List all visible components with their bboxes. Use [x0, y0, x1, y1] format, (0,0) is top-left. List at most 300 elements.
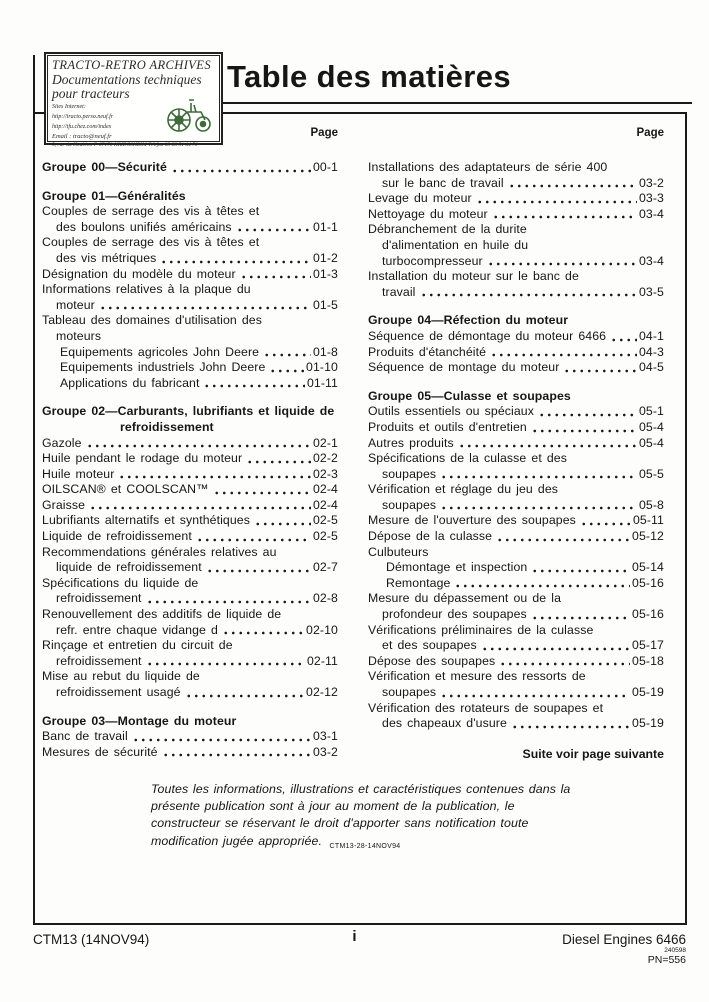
page-number: 02-10 [306, 622, 338, 637]
toc-entry-text: Mesures de sécurité [42, 744, 158, 759]
toc-line [42, 313, 338, 329]
dot-leader [531, 607, 630, 623]
toc-entry [368, 560, 664, 576]
toc-entry [368, 329, 664, 345]
toc-line [368, 285, 664, 301]
toc-entry-text: refr. entre chaque vidange d [56, 622, 218, 637]
toc-line [42, 220, 338, 236]
toc-entry-text: des chapeaux d'usure [382, 716, 507, 731]
toc-line [42, 576, 338, 592]
page-column-header-right: Page [636, 127, 664, 139]
toc-entry-text: refroidissement usagé [56, 685, 181, 699]
toc-line [42, 560, 338, 576]
toc-entry-text: Séquence de démontage du moteur 6466 [368, 328, 607, 343]
dot-leader [440, 467, 637, 483]
toc-section-heading [368, 313, 664, 329]
toc-entry [368, 451, 664, 482]
stamp-sites-label: Sites Internet: [52, 104, 86, 110]
toc-entry-text: des boulons unifiés américains [56, 219, 232, 234]
dot-leader [538, 404, 637, 420]
dot-leader [499, 654, 630, 670]
toc-entry-text: Lubrifiants alternatifs et synthétiques [42, 513, 250, 528]
toc-entry-text: Mise au rebut du liquide de [42, 669, 200, 684]
dot-leader [481, 638, 630, 654]
section-gap [368, 376, 664, 389]
toc-line [368, 591, 664, 607]
toc-line [42, 498, 338, 514]
toc-line [42, 436, 338, 452]
toc-entry-text: Démontage et inspection [386, 560, 528, 575]
dot-leader [440, 685, 630, 701]
stamp-subtitle-line1: Documentations techniques [52, 72, 202, 87]
toc-entry [42, 235, 338, 266]
toc-entry [368, 420, 664, 436]
page-column-header-left: Page [310, 127, 338, 139]
section-gap [42, 391, 338, 404]
dot-leader [146, 591, 311, 607]
page-number: 01-11 [306, 375, 338, 390]
page-number: 05-12 [632, 529, 664, 544]
toc-entry [42, 576, 338, 607]
toc-line [368, 160, 664, 176]
toc-section-heading [42, 404, 338, 435]
toc-entry-text: Spécifications du liquide de [42, 575, 199, 590]
toc-column-left [42, 127, 338, 760]
toc-entry [368, 654, 664, 670]
toc-line [42, 204, 338, 220]
toc-line [368, 560, 664, 576]
toc-entry-text: Installations des adaptateurs de série 400 [368, 160, 608, 174]
toc-line [368, 420, 664, 436]
toc-line [368, 654, 664, 670]
page-number: 05-19 [632, 716, 664, 731]
toc-line [368, 176, 664, 192]
page-number: 04-5 [638, 360, 664, 375]
stamp-address: 5, rue du Houblon F-67170 KRIEGSHEIM Tél/fax 03 88 51 44 70 [52, 142, 198, 148]
toc-entry-text: Autres produits [368, 435, 454, 450]
page-number: 03-2 [638, 175, 664, 190]
toc-entry [368, 269, 664, 300]
toc-entry [368, 222, 664, 269]
dot-leader [508, 176, 637, 192]
toc-section-heading [42, 189, 338, 205]
dot-leader [99, 298, 311, 314]
toc-entry-text: Levage du moteur [368, 191, 472, 206]
toc-entry [368, 360, 664, 376]
page-number: 05-16 [632, 607, 664, 622]
page-number: 01-5 [312, 297, 338, 312]
toc-line [368, 685, 664, 701]
toc-line [42, 607, 338, 623]
toc-entry-text: turbocompresseur [382, 253, 483, 268]
toc-line [42, 235, 338, 251]
toc-line [368, 222, 664, 238]
page-number: 04-1 [638, 328, 664, 343]
toc-entry-text: soupapes [382, 466, 437, 481]
toc-line [368, 701, 664, 717]
page-number: 05-4 [638, 435, 664, 450]
toc-entry-text: Applications du fabricant [60, 375, 200, 390]
toc-entry [42, 607, 338, 638]
dot-leader [222, 623, 304, 639]
page-number: 02-12 [306, 685, 338, 699]
toc-entry [42, 451, 338, 467]
toc-column-right [368, 127, 664, 761]
toc-line [42, 669, 338, 685]
toc-line [368, 513, 664, 529]
toc-entry-text: Nettoyage du moteur [368, 206, 488, 221]
toc-entry-text: Séquence de montage du moteur [368, 360, 560, 375]
page-number: 01-1 [312, 219, 338, 234]
toc-entry [42, 745, 338, 761]
toc-entry [42, 313, 338, 344]
toc-entry-text: moteurs [56, 328, 102, 343]
toc-entry-text: Groupe 04—Réfection du moteur [368, 313, 569, 328]
toc-line [368, 207, 664, 223]
dot-leader [254, 513, 311, 529]
section-gap [42, 176, 338, 189]
continuation-note: Suite voir page suivante [522, 746, 664, 761]
dot-leader [185, 685, 304, 701]
toc-line [42, 298, 338, 314]
section-gap [42, 701, 338, 714]
toc-line [42, 329, 338, 345]
dot-leader [458, 436, 637, 452]
toc-line [368, 669, 664, 685]
toc-entry [42, 513, 338, 529]
toc-entry [42, 498, 338, 514]
page-number: 05-16 [632, 575, 664, 590]
toc-entry-text: Produits d'étanchéité [368, 344, 487, 359]
toc-entry [368, 545, 664, 561]
dot-leader [236, 220, 311, 236]
page-number: 02-11 [306, 653, 338, 668]
dot-leader [454, 576, 630, 592]
dot-leader [496, 529, 630, 545]
page-number: 01-8 [312, 344, 338, 359]
toc-entry [42, 529, 338, 545]
toc-entry [42, 545, 338, 576]
toc-entry-text: Débranchement de la durite [368, 222, 527, 237]
toc-entry-text: Culbuteurs [368, 544, 429, 559]
toc-line [42, 591, 338, 607]
toc-line [42, 623, 338, 639]
dot-leader [246, 451, 311, 467]
toc-line [42, 745, 338, 761]
toc-list-right [368, 160, 664, 732]
toc-line [42, 189, 338, 205]
toc-entry-text: Produits et outils d'entretien [368, 419, 527, 434]
page-number: 05-17 [632, 638, 664, 653]
dot-leader [160, 251, 311, 267]
page-title: Table des matières [227, 59, 512, 94]
toc-line [368, 238, 664, 254]
toc-line [42, 654, 338, 670]
toc-entry-text: Tableau des domaines d'utilisation des [42, 313, 262, 328]
toc-line [368, 576, 664, 592]
toc-entry [368, 207, 664, 223]
dot-leader [206, 560, 311, 576]
frame-left-extension [33, 55, 35, 115]
toc-entry-text: Rinçage et entretien du circuit de [42, 638, 233, 653]
dot-leader [269, 360, 304, 376]
toc-entry-text: refroidissement [120, 419, 214, 434]
toc-entry [368, 591, 664, 622]
stamp-site-url-1: http://tracto.perso.neuf.fr [52, 114, 114, 120]
toc-entry-text: travail [382, 284, 416, 299]
page-number: 03-5 [638, 284, 664, 299]
dot-leader [203, 376, 304, 392]
footer-pn: PN=556 [647, 954, 686, 966]
toc-entry-text: soupapes [382, 685, 437, 699]
toc-entry [368, 701, 664, 732]
toc-line [368, 607, 664, 623]
dot-leader [146, 654, 305, 670]
toc-entry-text: Groupe 01—Généralités [42, 188, 186, 203]
toc-entry-text: Vérification des rotateurs de soupapes et [368, 700, 604, 715]
page-number: 02-5 [312, 513, 338, 528]
toc-entry-text: Mesure de l'ouverture des soupapes [368, 513, 576, 528]
toc-line [42, 638, 338, 654]
toc-line [42, 345, 338, 361]
toc-entry-text: Couples de serrage des vis à têtes et [42, 235, 260, 250]
toc-entry-text: d'alimentation en huile du [382, 237, 529, 252]
dot-leader [89, 498, 311, 514]
toc-entry-text: Vérification et mesure des ressorts de [368, 669, 586, 684]
page-number: 03-4 [638, 206, 664, 221]
toc-entry-text: Huile moteur [42, 466, 115, 481]
toc-entry-text: refroidissement [56, 653, 142, 668]
toc-entry [42, 376, 338, 392]
dot-leader [162, 745, 311, 761]
page-number: 01-10 [306, 360, 338, 375]
page-number: 02-3 [312, 466, 338, 481]
toc-entry [368, 191, 664, 207]
toc-line [42, 729, 338, 745]
toc-line [42, 267, 338, 283]
toc-entry-text: Informations relatives à la plaque du [42, 282, 251, 297]
toc-line [42, 482, 338, 498]
toc-line [42, 160, 338, 176]
page-number: 03-4 [638, 253, 664, 268]
toc-entry [42, 638, 338, 669]
toc-entry [42, 436, 338, 452]
toc-entry-text: Groupe 02—Carburants, lubrifiants et liquide de [42, 404, 335, 419]
dot-leader [490, 345, 637, 361]
toc-entry [368, 513, 664, 529]
toc-section-heading [368, 389, 664, 405]
toc-list-left [42, 160, 338, 760]
dot-leader [531, 560, 630, 576]
toc-entry-text: Recommendations générales relatives au [42, 544, 277, 559]
dot-leader [132, 729, 311, 745]
archive-stamp [44, 52, 223, 148]
toc-entry [42, 204, 338, 235]
dot-leader [86, 436, 311, 452]
dot-leader [563, 360, 637, 376]
toc-line [42, 714, 338, 730]
toc-entry-text: Huile pendant le rodage du moteur [42, 451, 243, 466]
page-number: 05-19 [632, 685, 664, 699]
toc-section-heading [42, 714, 338, 730]
toc-entry [42, 360, 338, 376]
page-number: 02-4 [312, 497, 338, 512]
page-number: 03-3 [638, 191, 664, 206]
dot-leader [440, 498, 637, 514]
toc-entry-text: Graisse [42, 497, 86, 512]
dot-leader [492, 207, 637, 223]
toc-entry-text: profondeur des soupapes [382, 607, 527, 622]
toc-line [42, 282, 338, 298]
toc-entry-text: moteur [56, 297, 95, 312]
toc-entry-text: Groupe 05—Culasse et soupapes [368, 388, 571, 403]
toc-line [368, 545, 664, 561]
page-number: 05-14 [632, 560, 664, 575]
toc-line [368, 467, 664, 483]
toc-line [368, 269, 664, 285]
stamp-email: Email : tracto@neuf.fr [52, 133, 112, 140]
tractor-icon [163, 92, 215, 139]
page-number: 02-2 [312, 451, 338, 466]
toc-entry-text: soupapes [382, 497, 437, 512]
footer-page-number: i [352, 928, 357, 945]
toc-line [42, 251, 338, 267]
toc-line [368, 329, 664, 345]
toc-entry [368, 529, 664, 545]
toc-entry-text: Gazole [42, 435, 82, 450]
toc-entry-text: Spécifications de la culasse et des [368, 451, 567, 466]
toc-line [368, 191, 664, 207]
toc-entry [42, 267, 338, 283]
toc-line [42, 467, 338, 483]
toc-line [42, 513, 338, 529]
page-number: 01-3 [312, 266, 338, 281]
stamp-site-url-2: http://tfu.chez.com/index [52, 124, 112, 130]
toc-line [42, 529, 338, 545]
disclaimer-text: Toutes les informations, illustrations et caractéristiques contenues dans la présente publication sont à jour au moment de la publication, le constructeur se réservant le droit d'apporter sans notification toute modification jugée appropriée. [151, 782, 571, 848]
toc-line [368, 313, 664, 329]
toc-line [368, 623, 664, 639]
page-number: 05-11 [632, 513, 664, 528]
toc-entry [42, 160, 338, 176]
footer-print-code: 240598 [664, 947, 686, 954]
toc-entry [42, 482, 338, 498]
toc-entry-text: refroidissement [56, 591, 142, 606]
dot-leader [263, 345, 311, 361]
toc-entry-text: Mesure du dépassement ou de la [368, 591, 562, 606]
title-rule [206, 102, 692, 104]
page-number: 03-1 [312, 729, 338, 744]
toc-line [368, 254, 664, 270]
toc-line [42, 376, 338, 392]
page-number: 00-1 [312, 160, 338, 174]
section-gap [368, 300, 664, 313]
dot-leader [476, 191, 637, 207]
toc-line [368, 498, 664, 514]
stamp-name: TRACTO-RETRO ARCHIVES [52, 58, 211, 72]
toc-entry [368, 345, 664, 361]
toc-line [42, 685, 338, 701]
dot-leader [118, 467, 311, 483]
footer-engine-title: Diesel Engines 6466 [562, 932, 686, 947]
dot-leader [196, 529, 311, 545]
toc-line [368, 529, 664, 545]
footer-manual-ref: CTM13 (14NOV94) [33, 932, 150, 947]
toc-entry-text: Groupe 03—Montage du moteur [42, 713, 237, 728]
toc-entry-text: Groupe 00—Sécurité [42, 160, 167, 174]
dot-leader [213, 482, 311, 498]
page-number: 05-8 [638, 497, 664, 512]
toc-entry [368, 576, 664, 592]
document-code: CTM13-28-14NOV94 [329, 843, 401, 850]
toc-entry [368, 160, 664, 191]
toc-line [42, 360, 338, 376]
toc-entry-text: sur le banc de travail [382, 175, 504, 190]
dot-leader [420, 285, 637, 301]
toc-entry [42, 345, 338, 361]
toc-entry [368, 404, 664, 420]
toc-entry [368, 436, 664, 452]
toc-entry-text: Liquide de refroidissement [42, 529, 192, 544]
toc-entry-text: liquide de refroidissement [56, 560, 202, 575]
dot-leader [580, 513, 631, 529]
toc-entry-text: Dépose de la culasse [368, 529, 493, 544]
toc-entry-text: des vis métriques [56, 250, 157, 265]
toc-line [42, 545, 338, 561]
toc-entry-text: Remontage [386, 575, 451, 590]
toc-entry-text: OILSCAN® et COOLSCAN™ [42, 482, 209, 497]
toc-line [368, 451, 664, 467]
toc-entry [368, 482, 664, 513]
toc-entry [42, 282, 338, 313]
page-number: 02-5 [312, 529, 338, 544]
toc-entry [42, 467, 338, 483]
page-number: 05-4 [638, 419, 664, 434]
page-number: 05-1 [638, 404, 664, 419]
page-number: 02-7 [312, 560, 338, 575]
dot-leader [610, 329, 637, 345]
dot-leader [171, 160, 311, 176]
toc-entry-text: Equipements industriels John Deere [60, 360, 266, 375]
page-number: 02-8 [312, 591, 338, 606]
toc-line [368, 716, 664, 732]
toc-line [368, 436, 664, 452]
page-number: 03-2 [312, 744, 338, 759]
toc-line [368, 404, 664, 420]
toc-line [42, 451, 338, 467]
toc-line [368, 482, 664, 498]
stamp-subtitle-line2: pour tracteurs [52, 86, 130, 101]
page-number: 05-18 [632, 653, 664, 668]
toc-entry-text: et des soupapes [382, 638, 477, 653]
toc-line [368, 638, 664, 654]
page-number: 05-5 [638, 466, 664, 481]
page-number: 02-1 [312, 435, 338, 450]
page-number: 01-2 [312, 250, 338, 265]
toc-entry-text: Equipements agricoles John Deere [60, 344, 260, 359]
toc-entry-text: Banc de travail [42, 729, 128, 744]
toc-entry-text: Dépose des soupapes [368, 653, 496, 668]
toc-entry [42, 729, 338, 745]
toc-line [42, 404, 338, 420]
toc-line [368, 360, 664, 376]
toc-line [42, 420, 338, 436]
dot-leader [240, 267, 311, 283]
toc-entry [42, 669, 338, 700]
toc-entry-text: Outils essentiels ou spéciaux [368, 404, 534, 419]
page-number: 04-3 [638, 344, 664, 359]
dot-leader [531, 420, 637, 436]
